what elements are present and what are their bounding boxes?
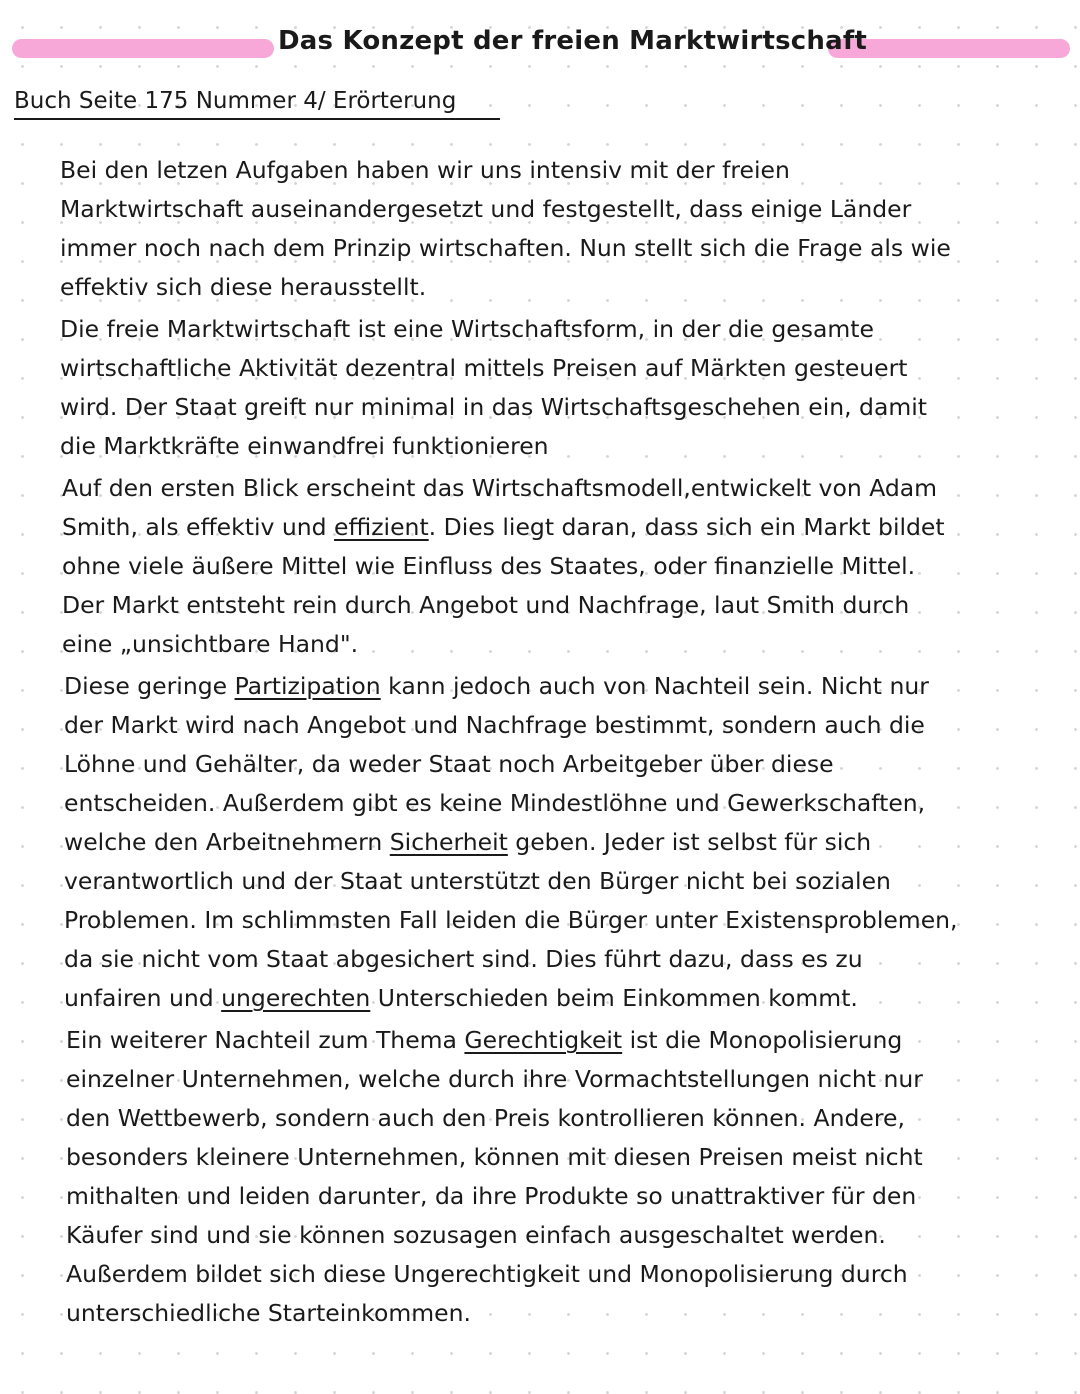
paragraph-monopoly [60,1021,960,1333]
assignment-heading: Buch Seite 175 Nummer 4/ Erörterung [14,88,500,120]
underlined-term: Partizipation [234,672,381,700]
underlined-term: Sicherheit [389,828,508,856]
underlined-term: effizient [334,513,429,541]
paragraph-definition: Die freie Marktwirtschaft ist eine Wirtschaftsform, in der die gesamte wirtschaftliche Aktivität dezentral mittels Preisen auf Märkten gesteuert wird. Der Staat greift nur minimal in das Wirtschaftsgeschehen ein, damit die Marktkräfte einwandfrei funktionieren [60,315,928,460]
underlined-term: ungerechten [221,984,371,1012]
text-segment: geben. Jeder ist selbst für sich verantwortlich und der Staat unterstützt den Bürger nicht bei sozialen Problemen. Im schlimmsten Fall leiden die Bürger unter Existensproblemen, da sie nicht vom Staat abgesichert sind. Dies führt dazu, dass es zu unfairen und [64,828,958,1012]
essay-body [60,151,960,1333]
text-segment: Unterschieden beim Einkommen kommt. [370,984,858,1012]
paragraph-advantages [60,469,960,664]
text-segment: Diese geringe [64,672,235,700]
header [12,26,1070,66]
paragraph-introduction: Bei den letzen Aufgaben haben wir uns intensiv mit der freien Marktwirtschaft auseinandergesetzt und festgestellt, dass einige Länder immer noch nach dem Prinzip wirtschaften. Nun stellt sich die Frage als wie effektiv sich diese herausstellt. [60,156,951,301]
text-segment: Ein weiterer Nachteil zum Thema [66,1026,465,1054]
paragraph-disadvantages [60,667,960,1018]
text-segment: . Dies liegt daran, dass sich ein Markt bildet ohne viele äußere Mittel wie Einfluss des Staates, oder finanzielle Mittel. Der Markt entsteht rein durch Angebot und Nachfrage, laut Smith durch eine „unsichtbare Hand". [62,513,945,658]
title-highlight-left [12,39,274,58]
text-segment: Auf den ersten Blick erscheint das Wirtschaftsmodell,entwickelt von Adam Smith, als effektiv und [62,474,938,541]
text-segment: ist die Monopolisierung einzelner Unternehmen, welche durch ihre Vormachtstellungen nicht nur den Wettbewerb, sondern auch den Preis kontrollieren können. Andere, besonders kleinere Unternehmen, können mit diesen Preisen meist nicht mithalten und leiden darunter, da ihre Produkte so unattraktiver für den Käufer sind und sie können sozusagen einfach ausgeschaltet werden. Außerdem bildet sich diese Ungerechtigkeit und Monopolisierung durch unterschiedliche Starteinkommen. [66,1026,923,1327]
page-title: Das Konzept der freien Marktwirtschaft [278,26,867,56]
text-segment: kann jedoch auch von Nachteil sein. Nicht nur der Markt wird nach Angebot und Nachfrage bestimmt, sondern auch die Löhne und Gehälter, da weder Staat noch Arbeitgeber über diese entscheiden. Außerdem gibt es keine Mindestlöhne und Gewerkschaften, welche den Arbeitnehmern [64,672,929,856]
underlined-term: Gerechtigkeit [464,1026,623,1054]
